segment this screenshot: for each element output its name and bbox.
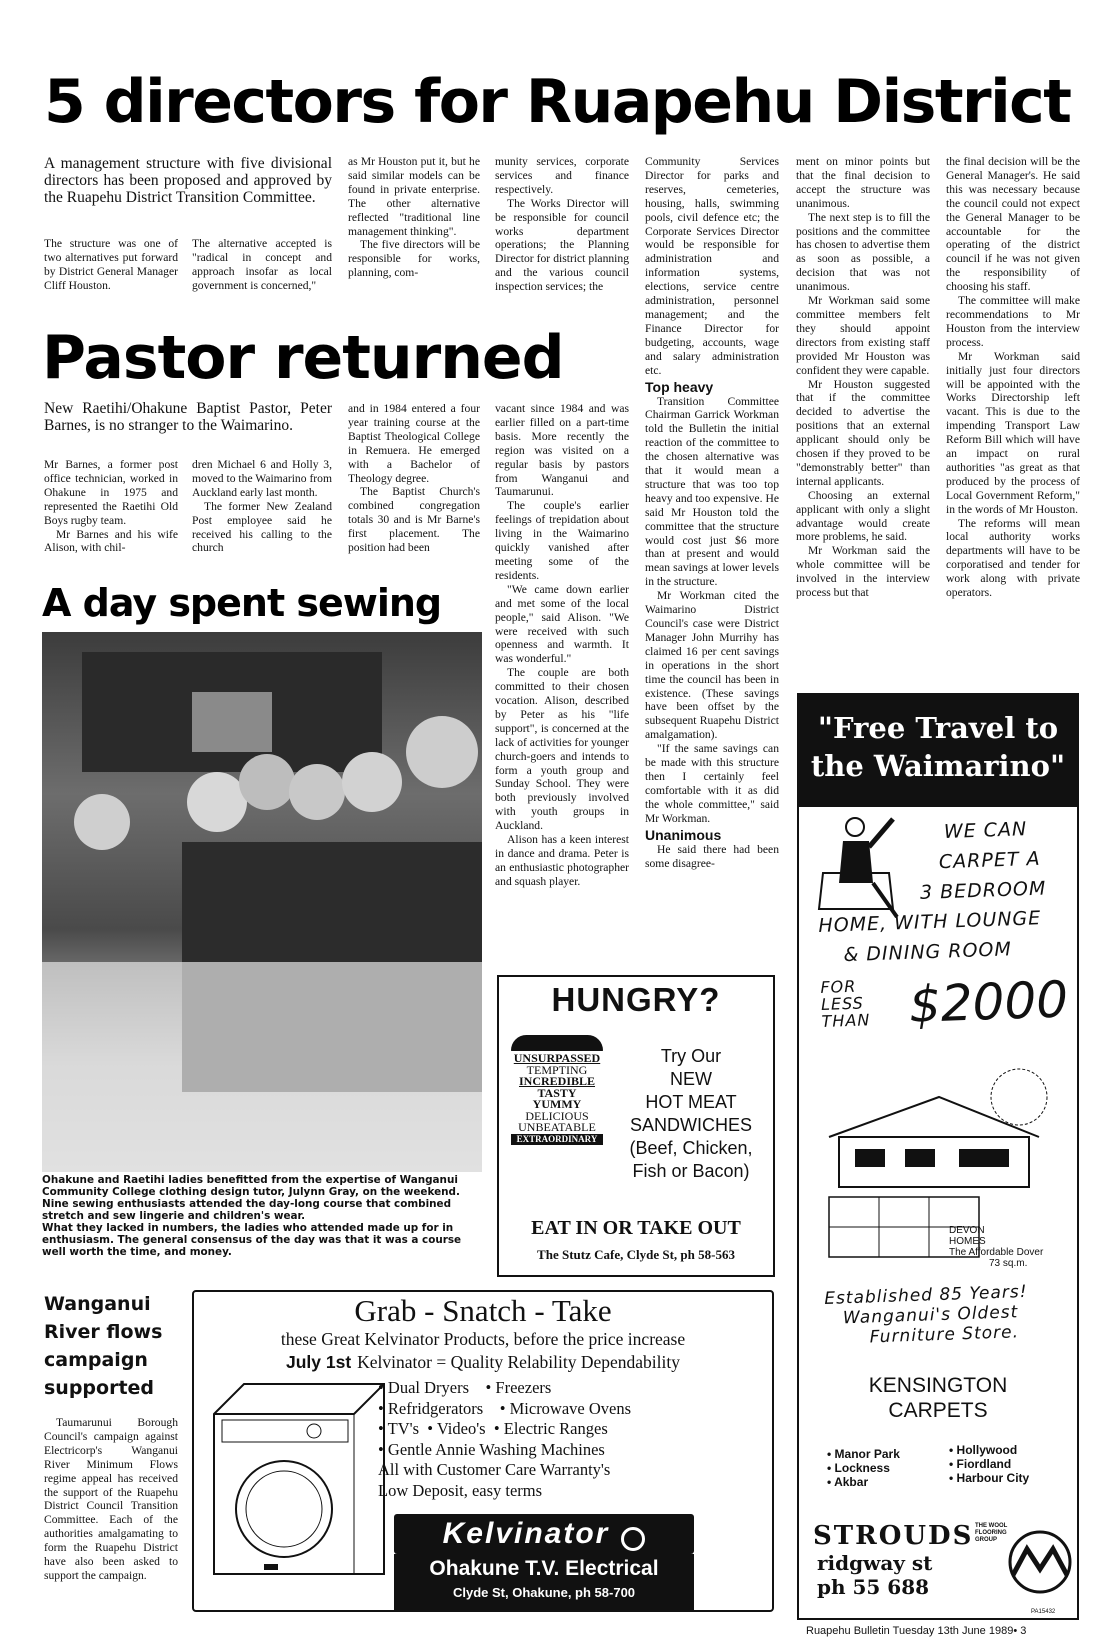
directors-col-a: The structure was one of two alternatives put forward by District General Manager Cliff Houston. [44, 237, 178, 292]
directors-col-b: The alternative accepted is "radical in concept and approach insofar as local government is concerned," [192, 237, 332, 292]
hungry-tagline: EAT IN OR TAKE OUT [531, 1217, 741, 1239]
kelvinator-products [378, 1378, 768, 1501]
sewing-photo [42, 632, 482, 1172]
headline-directors: 5 directors for Ruapehu District [44, 67, 1071, 137]
kelvinator-dealer: Ohakune T.V. Electrical Clyde St, Ohakune, ph 58-700 [394, 1554, 694, 1610]
kelvinator-logo-icon [621, 1527, 645, 1551]
hungry-title: HUNGRY? [551, 981, 721, 1018]
kelvinator-title: Grab - Snatch - Take [354, 1293, 612, 1328]
wanganui-body: Taumarunui Borough Council's campaign against Electricorp's Wanganui River Minimum Flows regime appeal has received the support of the Ruapehu District Council Transition Committee. Each of the authorities amalgamating to form the Ruapehu District have also been asked to support the campaign. [44, 1416, 178, 1582]
strouds-group: THE WOOL FLOORING GROUP [975, 1523, 1008, 1543]
headline-wanganui: Wanganui River flows campaign supported [44, 1293, 163, 1399]
kelvinator-subtitle: these Great Kelvinator Products, before the price increase [280, 1329, 686, 1349]
kelvinator-row-3: • TV's • Video's • Electric Ranges [378, 1419, 608, 1438]
strouds-logo: STROUDS THE WOOL FLOORING GROUP ridgway st ph 55 688 [813, 1521, 1073, 1599]
devon-homes: DEVON HOMES The Affordable Dover 73 sq.m. [949, 1225, 1044, 1269]
pastor-col-b: dren Michael 6 and Holly 3, moved to the Waimarino from Auckland early last month. The former New Zealand Post employee said he received his calling to the church [192, 458, 332, 555]
directors-col-d: munity services, corporate services and finance respectively. The Works Director will be responsible for council works department operations; the Planning Director for district planning and the various council inspection services; the [495, 155, 629, 294]
sewing-caption: Ohakune and Raetihi ladies benefitted from the expertise of Wanganui Community College clothing design tutor, Julynn Gray, on the weekend. Nine sewing enthusiasts attended the day-long course that combined stretch and sew lingerie and children's wear. What they lacked in numbers, the ladies who attended made up for in enthusiasm. The general consensus of the day was that it was a course well worth the time, and money. [42, 1174, 462, 1258]
kelvinator-row-5: All with Customer Care Warranty's [378, 1460, 611, 1479]
pastor-col-c: and in 1984 entered a four year training course at the Baptist Theological College in Remuera. He emerged with a Bachelor of Theology degree. The Baptist Church's combined congregation totals 30 and is Mr Barne's first placement. The position had been [348, 402, 480, 555]
wool-group-logo-icon [1007, 1529, 1073, 1595]
carpet-handwritten: WE CAN CARPET A 3 BEDROOM [919, 818, 1047, 904]
kelvinator-brand-bar: Kelvinator [394, 1514, 694, 1554]
directors-col-f: ment on minor points but that the final decision to accept the structure was unanimous. The next step is to fill the positions and the committee has chosen to advertise them as soon as possible, a decision that was not unanimous. Mr Workman said some committee members felt they should appoint directors from existing staff provided Mr Houston was confident they were capable. Mr Houston suggested that if the committee decided to advertise the positions that an external applicant should only be chosen if they proved to be "demonstrably better" than internal applicants. Choosing an external applicant with only a slight advantage would create more problems, he said. Mr Workman said the whole committee will be involved in the interview process but that [796, 155, 930, 600]
carpet-price: $2000 [907, 970, 1069, 1034]
kelvinator-ad [192, 1290, 774, 1612]
burger-bun-icon [511, 1035, 603, 1051]
directors-col-e: Community Services Director for parks and reserves, cemeteries, housing, halls, swimming pools, civil defence etc; the Corporate Services Director would be responsible for administration and information systems, elections, service centre administration, personnel management; and the Finance Director for budgeting, accounts, wage and salary administration etc. Top heavy Transition Committee Chairman Garrick Workman told the Bulletin the initial reaction of the committee to the chosen alternative was that it would mean a structure that was too top heavy and too expensive. He said Mr Houston told the committee that the structure would cost just $6 more than at present and would mean savings at lower levels in the structure. Mr Workman cited the Waimarino District Council's case were District Manager John Murrihy has claimed 16 per cent savings in operations in the short time the council has been in existence. (These savings have been offset by the subsequent Ruapehu District amalgamation). "If the same savings can be made with this structure then I certainly feel comfortable with it as did the whole committee," said Mr Workman. Unanimous He said there had been some disagree- [645, 155, 779, 870]
established-note: Established 85 Years! Wanganui's Oldest Furniture Store. [823, 1281, 1028, 1348]
carpet-for-less-than: FOR LESS THAN [820, 976, 871, 1031]
kelvinator-slogan-row: July 1st Kelvinator = Quality Relability Dependability [285, 1352, 681, 1372]
burger-words: UNSURPASSED TEMPTING INCREDIBLE TASTY YUMMY DELICIOUS UNBEATABLE EXTRAORDINARY [511, 1053, 603, 1145]
directors-lead: A management structure with five divisional directors has been proposed and approved by the Ruapehu District Transition Committee. [44, 155, 332, 206]
kelvinator-row-2: • Refridgerators • Microwave Ovens [378, 1398, 632, 1418]
free-travel-banner [797, 693, 1079, 805]
ranges-right: • Hollywood • Fiordland • Harbour City [949, 1443, 1029, 1485]
kelvinator-row-4: • Gentle Annie Washing Machines [378, 1439, 605, 1459]
sewing-photo-art [42, 632, 482, 1172]
carpet-ad [797, 805, 1079, 1620]
kelvinator-row-6: Low Deposit, easy terms [378, 1480, 543, 1500]
kensington-carpets: KENSINGTON CARPETS [868, 1374, 1008, 1422]
carpet-handwritten-2: HOME, WITH LOUNGE & DINING ROOM [818, 907, 1042, 967]
ranges-left: • Manor Park • Lockness • Akbar [827, 1447, 900, 1489]
kelvinator-row-1: • Dual Dryers • Freezers [378, 1378, 552, 1397]
hungry-address: The Stutz Cafe, Clyde St, ph 58-563 [537, 1247, 735, 1262]
headline-sewing: A day spent sewing [42, 581, 442, 625]
page-footer: Ruapehu Bulletin Tuesday 13th June 1989• 3 [806, 1625, 1027, 1637]
pastor-col-d: vacant since 1984 and was earlier filled on a part-time basis. More recently the region was visited on a regular basis by pastors from Wanganui and Taumarunui. The couple's earlier feelings of trepidation about living in the Waimarino quickly vanished after meeting some of the residents. "We came down earlier and met some of the local people," said Alison. "We were received with such openness and warmth. It was wonderful." The couple are both committed to their chosen vocation. Alison, described by Peter as his "life support", is concerned at the lack of activities for younger church-goers and intends to form a youth group and Sunday School. They were both previously involved with youth groups in Auckland. Alison has a keen interest in dance and drama. Peter is an enthusiastic photographer and squash player. [495, 402, 629, 888]
headline-pastor: Pastor returned [42, 323, 564, 393]
hungry-offer: Try Our NEW HOT MEAT SANDWICHES (Beef, Chicken, Fish or Bacon) [629, 1046, 753, 1181]
pastor-col-a: Mr Barnes, a former post office technician, worked in Ohakune in 1975 and represented the Raetihi Old Boys rugby team. Mr Barnes and his wife Alison, with chil- [44, 458, 178, 555]
subhead-top-heavy: Top heavy [645, 378, 714, 395]
hungry-ad [497, 975, 775, 1277]
subhead-unanimous: Unanimous [645, 826, 722, 843]
directors-col-g: the final decision will be the General Manager's. He said this was necessary because the council could not expect the General Manager to be accountable for the operating of the district council if he was not given the responsibility of choosing his staff. The committee will make recommendations to Mr Houston from the interview process. Mr Workman said initially just four directors will be appointed with the Works Directorship left vacant. This is due to the impending Transport Law Reform Bill which will have an impact on rural authorities "as great as that produced by the process of Local Government Reform," in the words of Mr Houston. The reforms will mean local authority works departments will have to be corporatised and tender for work along with private operators. [946, 155, 1080, 600]
free-travel-title: "Free Travel to the Waimarino" [810, 711, 1066, 783]
pastor-lead: New Raetihi/Ohakune Baptist Pastor, Peter Barnes, is no stranger to the Waimarino. [44, 400, 332, 434]
burger-graphic [511, 1035, 603, 1145]
directors-col-c: as Mr Houston put it, but he said similar models can be found in private enterprise. The other alternative reflected "traditional line management thinking". The five directors will be responsible for works, planning, com- [348, 155, 480, 280]
ad-code: PA15432 [1031, 1609, 1056, 1615]
washing-machine-icon [204, 1374, 394, 1584]
